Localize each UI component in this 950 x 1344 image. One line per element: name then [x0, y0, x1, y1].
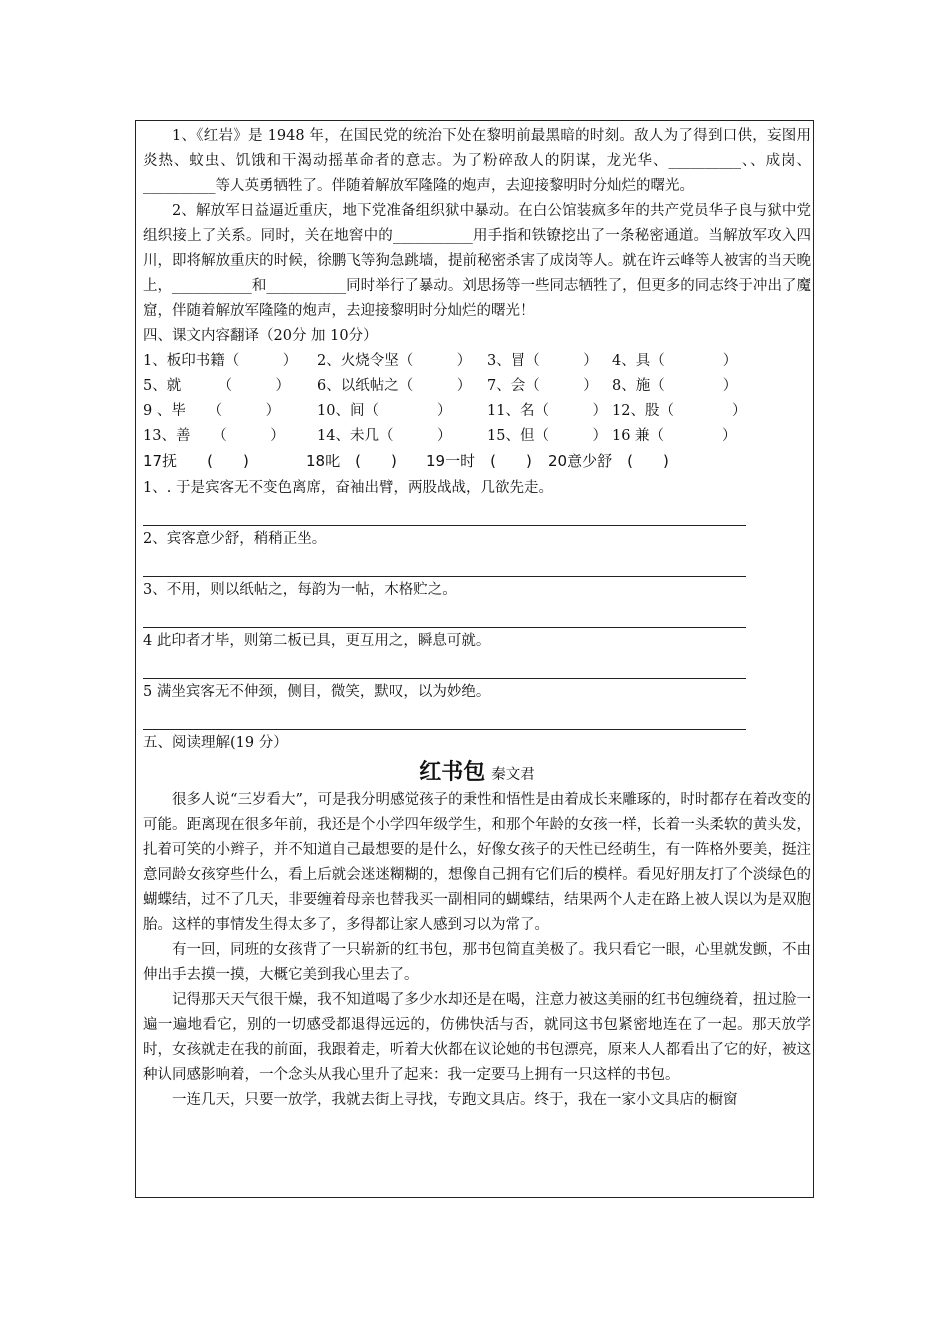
article-paragraph: 记得那天天气很干燥，我不知道喝了多少水却还是在喝，注意力被这美丽的红书包缠绕着，扭过脸一遍一遍地看它，别的一切感受都退得远远的，仿佛快活与否，就同这书包紧密地连在了一起。那天放学时，女孩就走在我的前面，我跟着走，听着大伙都在议论她的书包漂亮，原来人人都看出了它的好，被这种认同感影响着，一个念头从我心里升了起来：我一定要马上拥有一只这样的书包。 — [143, 992, 811, 1083]
section-4-heading: 四、课文内容翻译（20分 加 10分） — [143, 328, 378, 344]
vocab-item: 13、善 （ ） — [143, 428, 285, 444]
vocab-item: 4、具（ ） — [612, 353, 738, 369]
vocab-item: 14、未几（ ） — [317, 428, 452, 444]
section-5-heading: 五、阅读理解(19 分） — [143, 735, 288, 751]
translation-sentence: 3、不用，则以纸帖之，每韵为一帖，木格贮之。 — [143, 582, 457, 598]
vocab-item: 12、股（ ） — [612, 403, 747, 419]
translation-sentence: 2、宾客意少舒，稍稍正坐。 — [143, 531, 327, 547]
answer-line — [143, 603, 746, 628]
translation-sentence: 4 此印者才毕，则第二板已具，更互用之，瞬息可就。 — [143, 633, 491, 649]
fill-blank-question-1: 1、《红岩》是 1948 年，在国民党的统治下处在黎明前最黑暗的时刻。敌人为了得到口供，妄图用炎热、蚊虫、饥饿和干渴动摇革命者的意志。为了粉碎敌人的阴谋，龙光华、__________、、成岗、__________等人英勇牺牲了。伴随着解放军隆隆的炮声，去迎接黎明时分灿烂的曙光。 — [143, 128, 811, 194]
vocab-item: 3、冒（ ） — [487, 353, 598, 369]
vocab-extra-item: 20意少舒 ( ) — [548, 452, 669, 470]
translation-sentence: 5 满坐宾客无不伸颈，侧目，微笑，默叹，以为妙绝。 — [143, 684, 491, 700]
answer-line — [143, 654, 746, 679]
vocab-item: 2、火烧令坚（ ） — [317, 353, 472, 369]
vocab-item: 10、间（ ） — [317, 403, 452, 419]
answer-line — [143, 501, 746, 526]
vocab-row — [143, 399, 811, 424]
answer-line — [143, 705, 746, 730]
answer-line — [143, 552, 746, 577]
fill-blank-question-2: 2、解放军日益逼近重庆，地下党准备组织狱中暴动。在白公馆装疯多年的共产党员华子良与狱中党组织接上了关系。同时，关在地窖中的___________用手指和铁镣挖出了一条秘密通道。当解放军攻入四川，即将解放重庆的时候，徐鹏飞等狗急跳墙，提前秘密杀害了成岗等人。就在许云峰等人被害的当天晚上，___________和___________同时举行了暴动。刘思扬等一些同志牺牲了，但更多的同志终于冲出了魔窟，伴随着解放军隆隆的炮声，去迎接黎明时分灿烂的曙光！ — [143, 203, 811, 319]
vocab-extra-item: 19一时 ( ) — [426, 452, 532, 470]
vocab-item: 8、施（ ） — [612, 378, 738, 394]
vocab-item: 16 兼（ ） — [612, 428, 737, 444]
vocab-item: 5、就 （ ） — [143, 378, 290, 394]
worksheet-content — [143, 124, 811, 1113]
vocab-row — [143, 349, 811, 374]
vocab-item: 7、会（ ） — [487, 378, 598, 394]
vocab-row — [143, 424, 811, 449]
vocab-item: 15、但（ ） — [487, 428, 607, 444]
vocab-item: 1、板印书籍（ ） — [143, 353, 298, 369]
vocab-item: 6、以纸帖之（ ） — [317, 378, 472, 394]
article-paragraph: 很多人说“三岁看大”，可是我分明感觉孩子的秉性和悟性是由着成长来雕琢的，时时都存在着改变的可能。距离现在很多年前，我还是个小学四年级学生，和那个年龄的女孩一样，长着一头柔软的黄头发，扎着可笑的小辫子，并不知道自己最想要的是什么，好像女孩子的天性已经萌生，有一阵格外要美，挺注意同龄女孩穿些什么，看上后就会迷迷糊糊的，想像自己拥有它们后的模样。看见好朋友打了个淡绿色的蝴蝶结，过不了几天，非要缠着母亲也替我买一副相同的蝴蝶结，结果两个人走在路上被人误以为是双胞胎。这样的事情发生得太多了，多得都让家人感到习以为常了。 — [143, 792, 811, 933]
article-title-row — [143, 758, 811, 788]
vocab-extra-item: 17抚 ( ) — [143, 452, 249, 470]
article-paragraph: 有一回，同班的女孩背了一只崭新的红书包，那书包简直美极了。我只看它一眼，心里就发颤，不由伸出手去摸一摸，大概它美到我心里去了。 — [143, 942, 811, 983]
vocab-row — [143, 374, 811, 399]
translation-sentence: 1、. 于是宾客无不变色离席，奋袖出臂，两股战战，几欲先走。 — [143, 480, 553, 496]
article-paragraph: 一连几天，只要一放学，我就去街上寻找，专跑文具店。终于，我在一家小文具店的橱窗 — [172, 1092, 738, 1108]
vocab-extra-item: 18叱 ( ) — [306, 452, 397, 470]
vocab-item: 9 、毕 （ ） — [143, 403, 281, 419]
article-title: 红书包 — [419, 760, 486, 785]
vocab-item: 11、名（ ） — [487, 403, 607, 419]
article-author: 秦文君 — [491, 767, 535, 783]
vocab-extra-row — [143, 449, 811, 476]
